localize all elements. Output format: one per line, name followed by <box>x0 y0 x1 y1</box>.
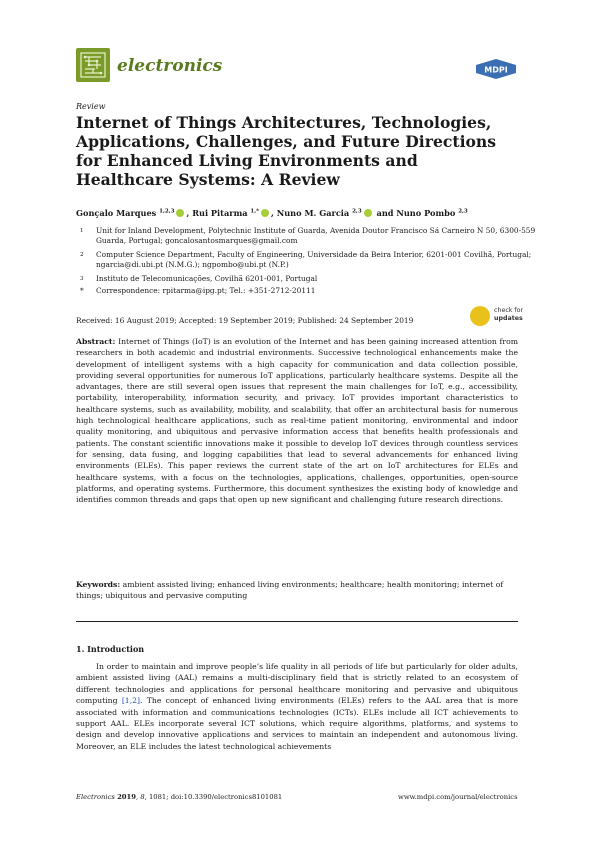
orcid-icon[interactable] <box>176 209 184 217</box>
affiliation-text: Instituto de Telecomunicações, Covilhã 6201-001, Portugal <box>96 274 318 283</box>
section-divider <box>76 621 518 622</box>
author-list: Gonçalo Marques $^{1,2,3}$ , Rui Pitarma $^{1,*}$ , Nuno M. Garcia $^{2,3}$ and Nuno Pombo $^{2,3}$ <box>76 208 468 218</box>
author-affiliation-sup: 2,3 <box>352 208 362 215</box>
check-updates-icon <box>470 306 490 326</box>
affiliation-text: Computer Science Department, Faculty of Engineering, Universidade da Beira Interior, 6201-001 Covilhã, Portugal; ngarcia@di.ubi.pt (N.M.G.); ngpombo@ubi.pt (N.P.) <box>96 250 532 270</box>
orcid-icon[interactable] <box>261 209 269 217</box>
keywords <box>76 579 518 602</box>
author-affiliation-sup: 1,* <box>250 208 260 215</box>
journal-logo-icon <box>76 48 110 82</box>
footer-citation: Electronics 2019, 8, 1081; doi:10.3390/electronics8101081 <box>76 793 283 801</box>
keywords-label: Keywords: <box>76 580 121 589</box>
affiliation-text: Unit for Inland Development, Polytechnic Institute of Guarda, Avenida Doutor Francisco Sá Carneiro N 50, 6300-559 Guarda, Portugal; goncalosantosmarques@gmail.com <box>96 226 536 246</box>
mdpi-logo-text: MDPI <box>484 65 508 75</box>
author-name: Nuno M. Garcia <box>276 208 350 218</box>
author-affiliation-sup: 1,2,3 <box>159 208 175 215</box>
introduction-paragraph: In order to maintain and improve people’s life quality in all periods of life but particularly for older adults, ambient assisted living (AAL) remains a multi-disciplinary field that is strictly related to an ecosystem of different technologies and applications for personal healthcare monitoring and pervasive and ubiquitous computing [1,2]. The concept of enhanced living environments (ELEs) refers to the AAL area that is more associated with information and communications technologies (ICTs). ELEs include all ICT achievements to support AAL. ELEs incorporate several ICT solutions, which require algorithms, platforms, and systems to design and develop innovative applications and services to maintain an independent and autonomous living. Moreover, an ELE includes the latest technological achievements <box>76 662 519 751</box>
correspondence-text: Correspondence: rpitarma@ipg.pt; Tel.: +351-2712-20111 <box>96 286 316 295</box>
citation-link[interactable]: [1,2] <box>121 696 141 706</box>
author-affiliation-sup: 2,3 <box>458 208 468 215</box>
section-heading: 1. Introduction <box>76 644 145 654</box>
abstract <box>76 336 518 505</box>
footer-journal-url[interactable]: www.mdpi.com/journal/electronics <box>398 793 518 801</box>
author-name: Nuno Pombo <box>396 208 456 218</box>
paper-title: Internet of Things Architectures, Technologies, Applications, Challenges, and Future Directions for Enhanced Living Environments and Healthcare Systems: A Review <box>76 113 497 189</box>
abstract-label: Abstract: <box>76 337 116 346</box>
author-name: Gonçalo Marques <box>76 208 157 218</box>
check-for-updates-button[interactable]: check for updates <box>470 304 526 328</box>
mdpi-logo-icon <box>474 58 518 80</box>
orcid-icon[interactable] <box>364 209 372 217</box>
keywords-text: ambient assisted living; enhanced living environments; healthcare; health monitoring; internet of things; ubiquitous and pervasive computing <box>76 580 504 601</box>
journal-name: electronics <box>117 56 223 76</box>
abstract-text: Internet of Things (IoT) is an evolution of the Internet and has been gaining increased attention from researchers in both academic and industrial environments. Successive technological enhancements make the development of intelligent systems with a high capacity for communication and data collection possible, providing several opportunities for numerous IoT applications, particularly healthcare systems. Despite all the advantages, there are still several open issues that represent the main challenges for IoT, e.g., accessibility, portability, interoperability, information security, and privacy. IoT provides important characteristics to healthcare systems, such as availability, mobility, and scalability, that offer an architectural basis for numerous high technological healthcare applications, such as real-time patient monitoring, environmental and indoor quality monitoring, and ubiquitous and pervasive information access that benefits health professionals and patients. The constant scientific innovations make it possible to develop IoT devices through countless services for sensing, data fusing, and logging capabilities that lead to several advancements for enhanced living environments (ELEs). This paper reviews the current state of the art on IoT architectures for ELEs and healthcare systems, with a focus on the technologies, applications, challenges, opportunities, open-source platforms, and operating systems. Furthermore, this document synthesizes the existing body of knowledge and identifies common threads and gaps that open up new significant and challenging future research directions. <box>76 337 518 505</box>
author-name: Rui Pitarma <box>192 208 248 218</box>
publication-dates: Received: 16 August 2019; Accepted: 19 September 2019; Published: 24 September 2019 <box>76 316 414 325</box>
article-type: Review <box>76 102 106 111</box>
